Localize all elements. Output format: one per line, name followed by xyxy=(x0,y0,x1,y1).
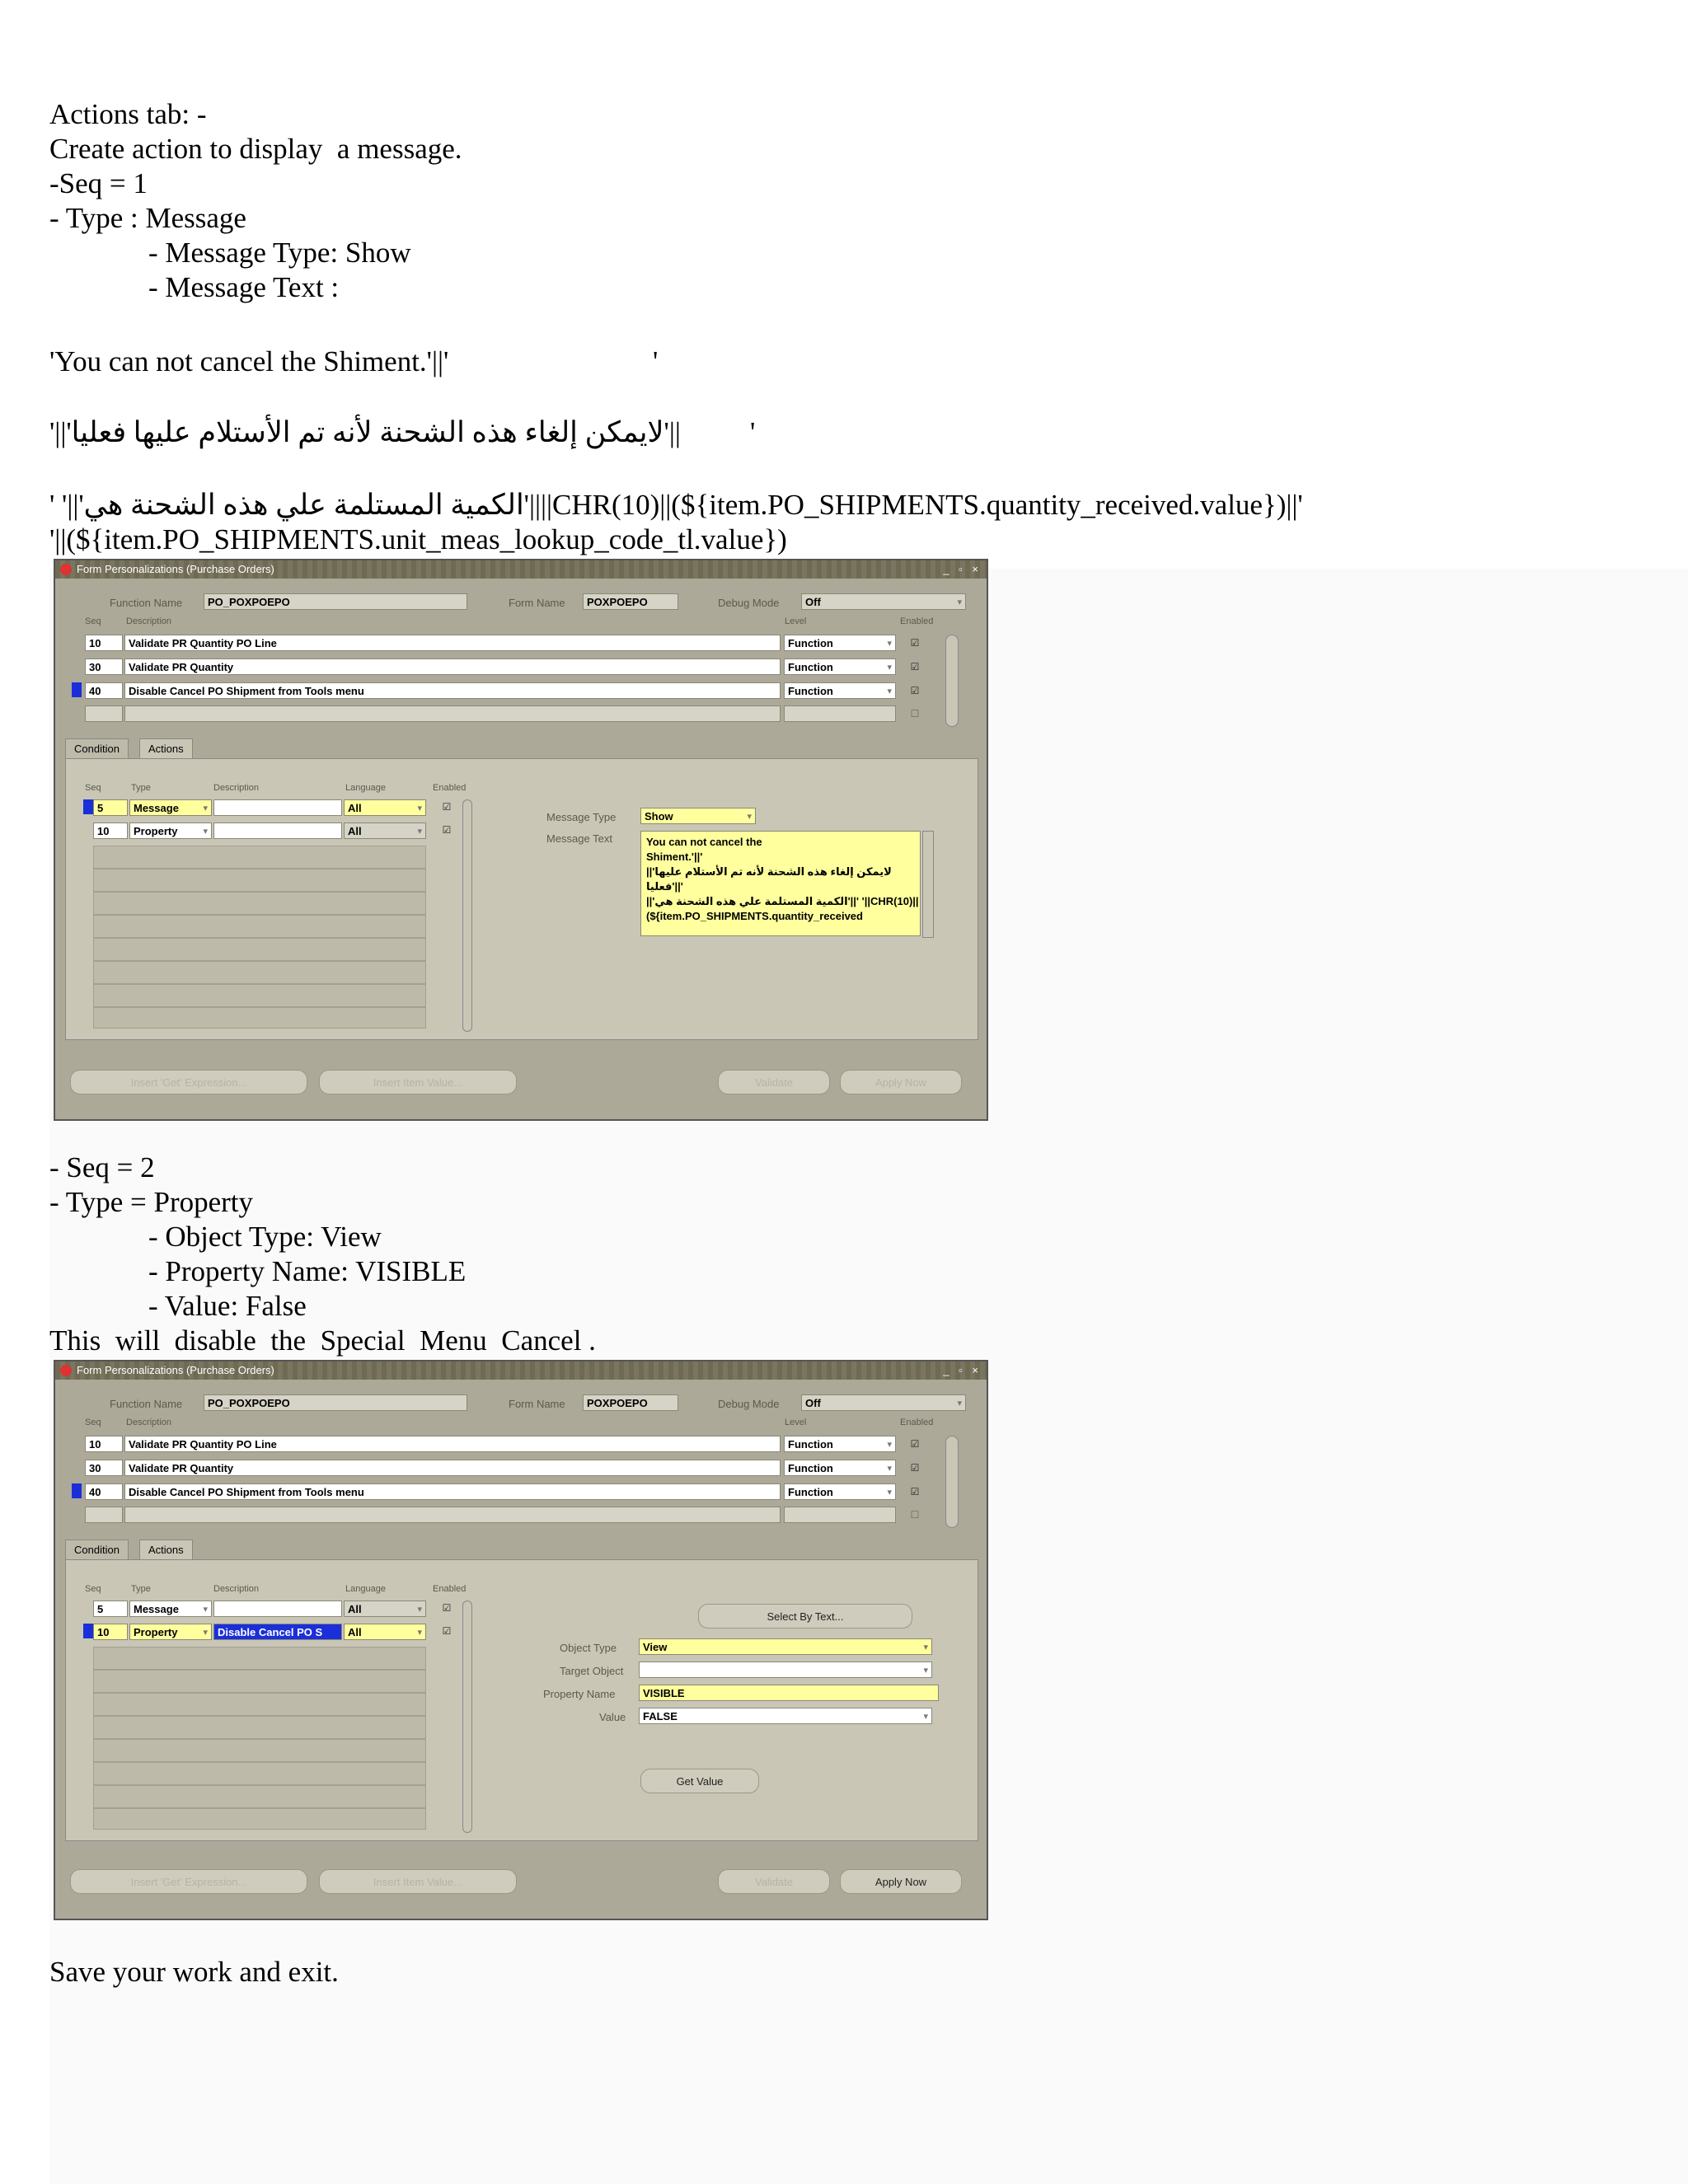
chevron-down-icon: ▾ xyxy=(887,1464,892,1474)
rule-enabled-checkbox[interactable]: ☐ xyxy=(910,708,920,719)
seq-column-header: Seq xyxy=(85,616,101,626)
actions-scrollbar[interactable] xyxy=(462,1601,472,1833)
message-english-line: 'You can not cancel the Shiment.'||' xyxy=(49,345,449,377)
rule-description-cell[interactable]: Validate PR Quantity PO Line xyxy=(124,1436,781,1452)
seq-line: -Seq = 1 xyxy=(49,167,148,199)
rule-seq-cell[interactable]: 10 xyxy=(85,1436,123,1452)
instruction-line: Create action to display a message. xyxy=(49,133,462,165)
message-arabic-line: ||'لايمكن إلغاء هذه الشحنة لأنه تم الأستلام عليها فعليا'||' xyxy=(49,416,681,448)
message-type-label: Message Type xyxy=(546,811,617,823)
debug-mode-label: Debug Mode xyxy=(718,597,780,609)
enabled-column-header: Enabled xyxy=(900,616,934,626)
empty-action-rows[interactable] xyxy=(93,1647,426,1830)
tab-condition[interactable]: Condition xyxy=(65,738,129,758)
rule-seq-cell[interactable]: 30 xyxy=(85,1460,123,1476)
form-name-field[interactable]: POXPOEPO xyxy=(583,1394,678,1411)
value-line: - Value: False xyxy=(148,1290,307,1322)
chevron-down-icon: ▾ xyxy=(417,827,422,837)
rule-enabled-checkbox[interactable]: ☑ xyxy=(910,685,920,696)
chevron-down-icon: ▾ xyxy=(417,1605,422,1615)
rule-seq-cell[interactable]: 10 xyxy=(85,635,123,651)
level-column-header: Level xyxy=(785,616,807,626)
select-by-text-button[interactable]: Select By Text... xyxy=(698,1604,912,1629)
value-select[interactable]: FALSE ▾ xyxy=(639,1708,932,1724)
chevron-down-icon: ▾ xyxy=(887,687,892,696)
chevron-down-icon: ▾ xyxy=(887,639,892,649)
target-object-select[interactable] xyxy=(639,1661,932,1678)
chevron-down-icon: ▾ xyxy=(417,1628,422,1638)
rule-description-cell[interactable]: Disable Cancel PO Shipment from Tools menu xyxy=(124,1483,781,1500)
disable-menu-note: This will disable the Special Menu Cancel . xyxy=(49,1324,596,1357)
object-type-line: - Object Type: View xyxy=(148,1221,382,1253)
window-title: Form Personalizations (Purchase Orders) xyxy=(77,1364,274,1376)
message-text-line: - Message Text : xyxy=(148,271,340,303)
action-seq-cell[interactable]: 5 xyxy=(93,1601,128,1617)
chevron-down-icon: ▾ xyxy=(417,804,422,813)
form-name-field[interactable]: POXPOEPO xyxy=(583,593,678,610)
rule-level-cell-empty[interactable] xyxy=(784,705,896,722)
rule-enabled-checkbox[interactable]: ☑ xyxy=(910,637,920,649)
seq-column-header: Seq xyxy=(85,1418,101,1427)
rule-description-cell[interactable]: Validate PR Quantity PO Line xyxy=(124,635,781,651)
debug-mode-select[interactable]: Off ▾ xyxy=(801,593,966,610)
action-description-cell[interactable] xyxy=(213,823,342,839)
enabled-column-header: Enabled xyxy=(900,1418,934,1427)
action-enabled-checkbox[interactable]: ☑ xyxy=(442,824,452,836)
save-and-exit-line: Save your work and exit. xyxy=(49,1956,339,1988)
chevron-down-icon: ▾ xyxy=(957,598,962,607)
action-type-select[interactable]: Property ▾ xyxy=(129,823,212,839)
message-text-label: Message Text xyxy=(546,832,612,845)
action-language-select[interactable]: All ▾ xyxy=(344,799,426,816)
action-seq-cell[interactable]: 10 xyxy=(93,1624,128,1640)
empty-action-rows[interactable] xyxy=(93,846,426,1029)
property-name-field[interactable]: VISIBLE xyxy=(639,1685,939,1701)
action-seq-cell[interactable]: 5 xyxy=(93,799,128,816)
validate-button[interactable]: Validate xyxy=(718,1070,830,1094)
rule-seq-cell-empty[interactable] xyxy=(85,1507,123,1523)
window-controls[interactable]: _ ▫ × xyxy=(943,1364,982,1376)
action-type-select[interactable]: Property ▾ xyxy=(129,1624,212,1640)
unit-meas-line: '||(${item.PO_SHIPMENTS.unit_meas_lookup_code_tl.value}) xyxy=(49,523,787,555)
function-name-label: Function Name xyxy=(110,597,183,609)
insert-get-expression-button[interactable]: Insert 'Get' Expression... xyxy=(70,1869,307,1894)
form-personalizations-window-2 xyxy=(54,1360,988,1920)
insert-item-value-button[interactable]: Insert Item Value... xyxy=(319,1070,517,1094)
current-record-indicator xyxy=(83,799,93,814)
form-name-label: Form Name xyxy=(509,597,565,609)
message-text-scrollbar[interactable] xyxy=(922,831,934,938)
rule-level-select[interactable]: Function ▾ xyxy=(784,635,896,651)
chevron-down-icon: ▾ xyxy=(203,827,208,837)
rule-enabled-checkbox[interactable]: ☑ xyxy=(910,1486,920,1497)
action-type-header: Type xyxy=(131,783,151,793)
chevron-down-icon: ▾ xyxy=(887,1488,892,1497)
action-language-header: Language xyxy=(345,1584,386,1594)
action-type-header: Type xyxy=(131,1584,151,1594)
rule-description-cell[interactable]: Disable Cancel PO Shipment from Tools menu xyxy=(124,682,781,699)
rule-seq-cell[interactable]: 40 xyxy=(85,682,123,699)
rules-scrollbar[interactable] xyxy=(945,635,959,727)
quote-mark: ' xyxy=(653,345,659,377)
action-seq-cell[interactable]: 10 xyxy=(93,823,128,839)
action-seq-header: Seq xyxy=(85,1584,101,1594)
action-description-header: Description xyxy=(213,783,260,793)
description-column-header: Description xyxy=(126,1418,172,1427)
tab-condition[interactable]: Condition xyxy=(65,1540,129,1559)
rule-level-select[interactable]: Function ▾ xyxy=(784,1436,896,1452)
action-enabled-header: Enabled xyxy=(433,783,467,793)
arabic-quantity-text: ||'الكمية المستلمة علي هذه الشحنة هي'||' ' xyxy=(49,489,541,521)
type-line: - Type : Message xyxy=(49,202,246,234)
function-name-label: Function Name xyxy=(110,1398,183,1410)
rule-description-cell[interactable]: Validate PR Quantity xyxy=(124,658,781,675)
chevron-down-icon: ▾ xyxy=(887,1440,892,1450)
apply-now-button[interactable]: Apply Now xyxy=(840,1869,962,1894)
actions-scrollbar[interactable] xyxy=(462,799,472,1032)
message-type-line: - Message Type: Show xyxy=(148,237,411,269)
rule-description-cell-empty[interactable] xyxy=(124,705,781,722)
tab-actions[interactable]: Actions xyxy=(139,1540,193,1559)
validate-button[interactable]: Validate xyxy=(718,1869,830,1894)
chevron-down-icon: ▾ xyxy=(923,1643,928,1652)
action-language-select[interactable]: All ▾ xyxy=(344,1624,426,1640)
form-personalizations-window-1 xyxy=(54,559,988,1121)
current-record-indicator xyxy=(83,1624,93,1638)
insert-item-value-button[interactable]: Insert Item Value... xyxy=(319,1869,517,1894)
function-name-field[interactable]: PO_POXPOEPO xyxy=(204,1394,467,1411)
action-type-select[interactable]: Message ▾ xyxy=(129,1601,212,1617)
current-record-indicator xyxy=(72,1483,82,1498)
message-type-select[interactable]: Show ▾ xyxy=(640,808,756,824)
chevron-down-icon: ▾ xyxy=(887,663,892,673)
rule-seq-cell[interactable]: 40 xyxy=(85,1483,123,1500)
quote-mark: ' xyxy=(750,416,756,448)
oracle-app-icon xyxy=(60,1365,72,1376)
window-title: Form Personalizations (Purchase Orders) xyxy=(77,563,274,575)
action-type-select[interactable]: Message ▾ xyxy=(129,799,212,816)
action-enabled-header: Enabled xyxy=(433,1584,467,1594)
type-property-line: - Type = Property xyxy=(49,1186,254,1218)
object-type-select[interactable]: View ▾ xyxy=(639,1638,932,1655)
rule-level-select[interactable]: Function ▾ xyxy=(784,1483,896,1500)
chevron-down-icon: ▾ xyxy=(923,1666,928,1675)
message-text-area[interactable]: You can not cancel the Shiment.'||' ||'لايمكن إلغاء هذه الشحنة لأنه تم الأستلام عليها فعليا'||' ||'الكمية المستلمة علي هذه الشحنة هي'||' '||CHR(10)|| (${item.PO_SHIPMENTS.quantity_received xyxy=(640,831,921,936)
seq2-line: - Seq = 2 xyxy=(49,1151,155,1183)
rule-description-cell-empty[interactable] xyxy=(124,1507,781,1523)
rule-level-select[interactable]: Function ▾ xyxy=(784,682,896,699)
get-value-button[interactable]: Get Value xyxy=(640,1769,759,1793)
tab-actions[interactable]: Actions xyxy=(139,738,193,758)
rule-enabled-checkbox[interactable]: ☐ xyxy=(910,1509,920,1521)
action-description-cell[interactable] xyxy=(213,799,342,816)
action-seq-header: Seq xyxy=(85,783,101,793)
rule-level-cell-empty[interactable] xyxy=(784,1507,896,1523)
function-name-field[interactable]: PO_POXPOEPO xyxy=(204,593,467,610)
action-language-header: Language xyxy=(345,783,386,793)
rule-seq-cell[interactable]: 30 xyxy=(85,658,123,675)
rule-seq-cell-empty[interactable] xyxy=(85,705,123,722)
chevron-down-icon: ▾ xyxy=(957,1399,962,1408)
current-record-indicator xyxy=(72,682,82,697)
rule-level-select[interactable]: Function ▾ xyxy=(784,1460,896,1476)
action-enabled-checkbox[interactable]: ☑ xyxy=(442,1625,452,1637)
action-description-cell[interactable] xyxy=(213,1601,342,1617)
window-titlebar xyxy=(55,560,987,579)
property-name-label: Property Name xyxy=(543,1688,616,1700)
heading-actions-tab: Actions tab: - xyxy=(49,98,207,130)
rule-enabled-checkbox[interactable]: ☑ xyxy=(910,1438,920,1450)
rule-enabled-checkbox[interactable]: ☑ xyxy=(910,661,920,673)
chevron-down-icon: ▾ xyxy=(923,1712,928,1722)
action-description-header: Description xyxy=(213,1584,260,1594)
rule-level-select[interactable]: Function ▾ xyxy=(784,658,896,675)
chevron-down-icon: ▾ xyxy=(747,812,752,822)
message-quantity-line xyxy=(49,488,1303,523)
action-description-cell[interactable]: Disable Cancel PO S xyxy=(213,1624,342,1640)
action-enabled-checkbox[interactable]: ☑ xyxy=(442,801,452,813)
rule-enabled-checkbox[interactable]: ☑ xyxy=(910,1462,920,1474)
level-column-header: Level xyxy=(785,1418,807,1427)
chevron-down-icon: ▾ xyxy=(203,804,208,813)
debug-mode-select[interactable]: Off ▾ xyxy=(801,1394,966,1411)
window-controls[interactable]: _ ▫ × xyxy=(943,563,982,575)
chevron-down-icon: ▾ xyxy=(203,1605,208,1615)
object-type-label: Object Type xyxy=(560,1642,617,1654)
form-name-label: Form Name xyxy=(509,1398,565,1410)
action-language-select[interactable]: All ▾ xyxy=(344,1601,426,1617)
window-titlebar xyxy=(55,1361,987,1380)
value-label: Value xyxy=(599,1711,626,1723)
action-language-select[interactable]: All ▾ xyxy=(344,823,426,839)
apply-now-button[interactable]: Apply Now xyxy=(840,1070,962,1094)
oracle-app-icon xyxy=(60,564,72,575)
debug-mode-label: Debug Mode xyxy=(718,1398,780,1410)
description-column-header: Description xyxy=(126,616,172,626)
property-name-line: - Property Name: VISIBLE xyxy=(148,1255,467,1287)
chevron-down-icon: ▾ xyxy=(203,1628,208,1638)
insert-get-expression-button[interactable]: Insert 'Get' Expression... xyxy=(70,1070,307,1094)
rules-scrollbar[interactable] xyxy=(945,1436,959,1528)
chr-expression: ||CHR(10)||(${item.PO_SHIPMENTS.quantity_received.value})||' xyxy=(541,489,1303,521)
rule-description-cell[interactable]: Validate PR Quantity xyxy=(124,1460,781,1476)
action-enabled-checkbox[interactable]: ☑ xyxy=(442,1602,452,1614)
target-object-label: Target Object xyxy=(560,1665,624,1677)
